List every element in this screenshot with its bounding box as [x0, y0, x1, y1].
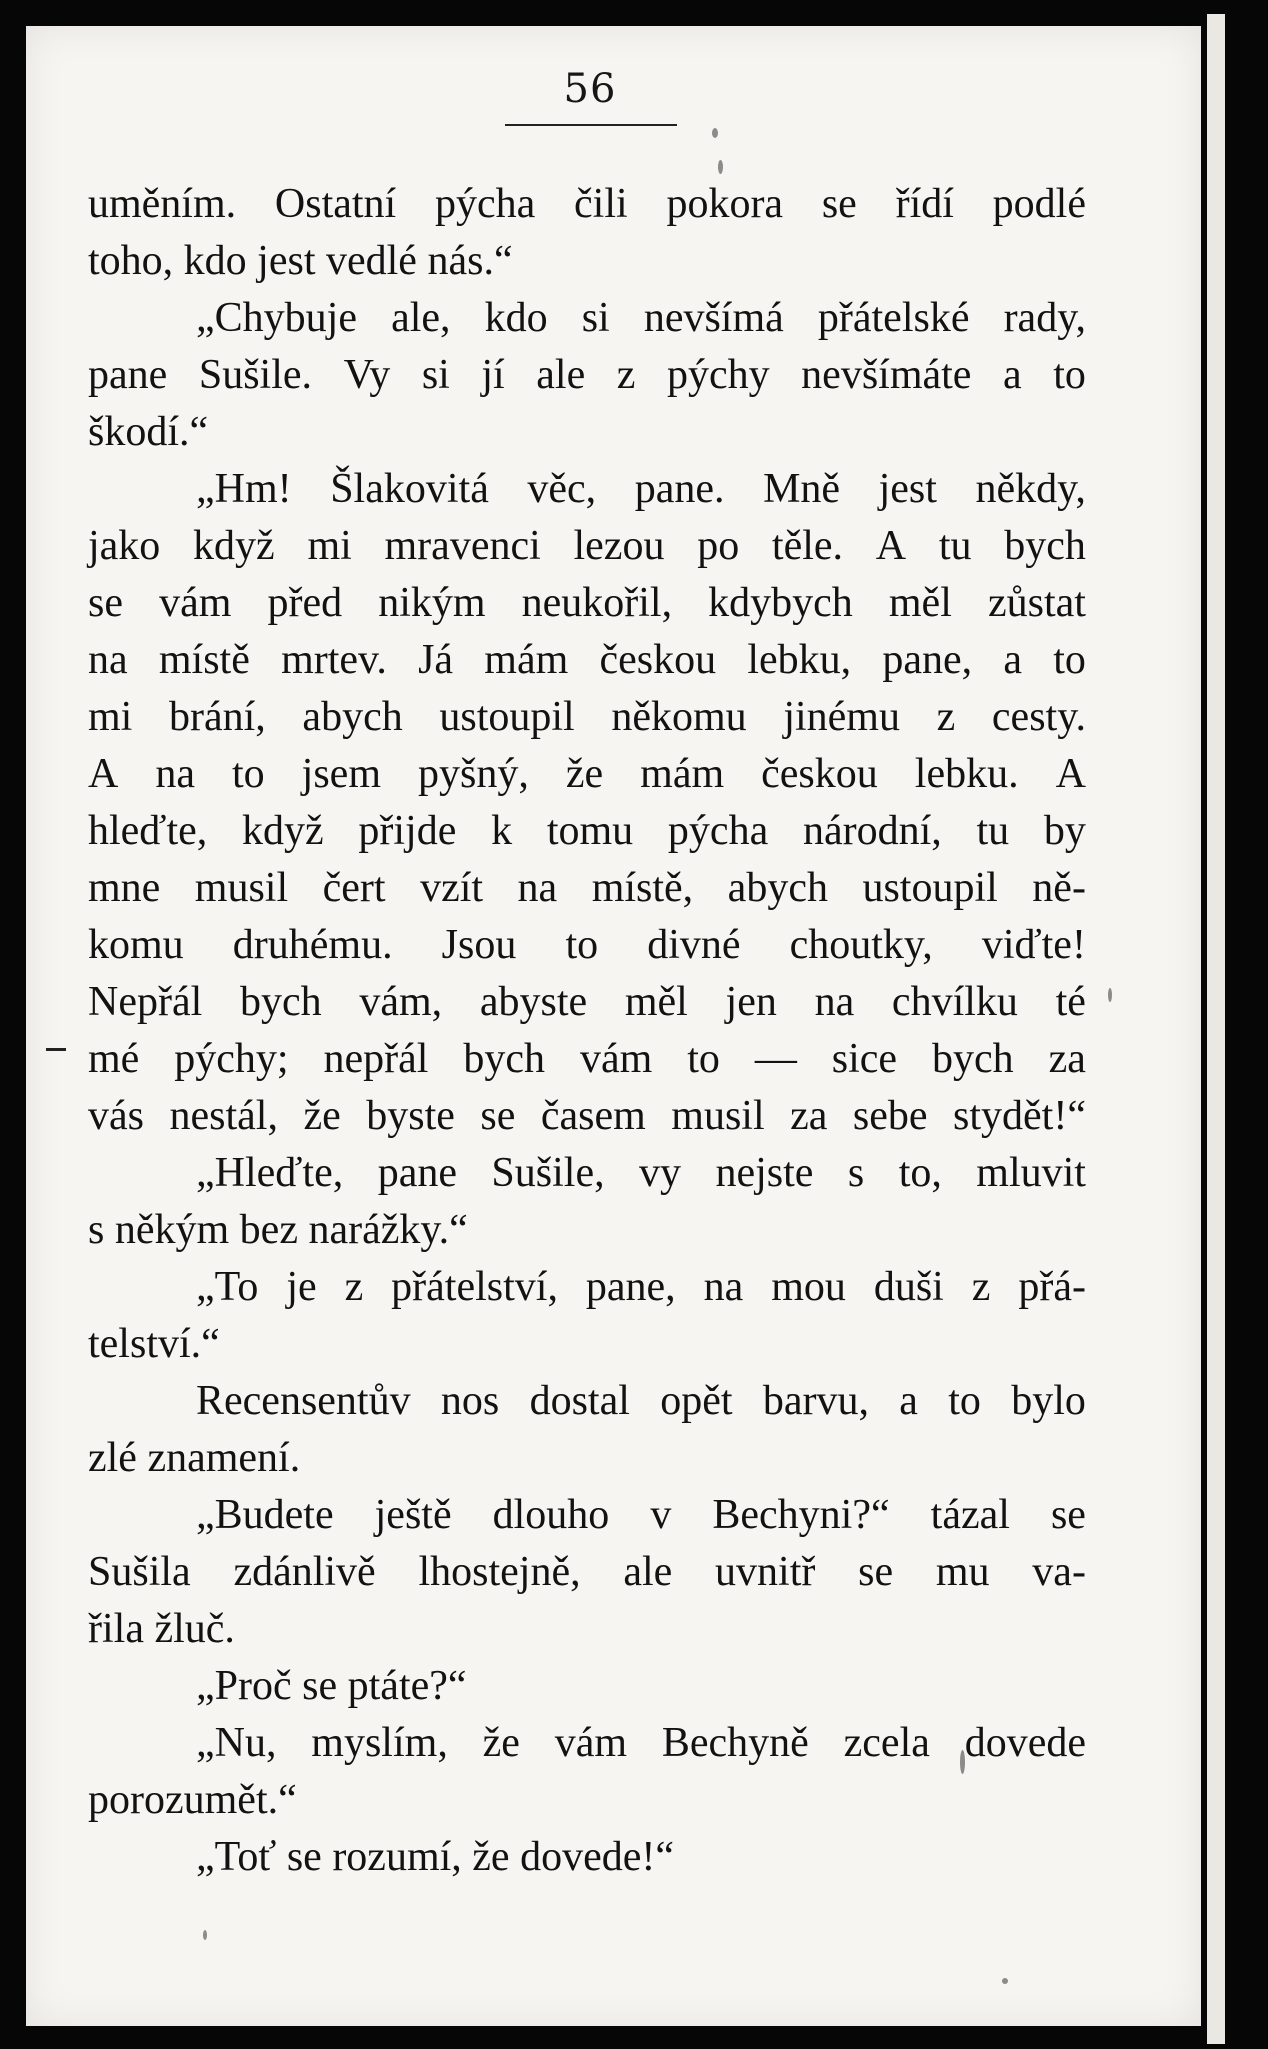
word: dostal [529, 1378, 630, 1424]
scan-speck [1108, 988, 1112, 1002]
word: Bechyni?“ [712, 1492, 890, 1538]
word: viďte! [981, 922, 1086, 968]
text-line [88, 1145, 1086, 1202]
word: „Budete [196, 1492, 334, 1538]
word: vy [639, 1150, 682, 1196]
word: a [1003, 637, 1023, 683]
word: pane. [634, 466, 725, 512]
word: z [344, 1264, 364, 1310]
word: se [1050, 1492, 1086, 1538]
word: českou [761, 751, 878, 797]
word: se [302, 1663, 338, 1709]
word: kdo [484, 295, 548, 341]
word: tu [938, 523, 972, 569]
word: tu [976, 808, 1010, 854]
text-line [88, 1430, 1086, 1487]
word: před [267, 580, 343, 626]
word: „To [196, 1264, 259, 1310]
word: že [472, 1834, 510, 1880]
word: to, [898, 1150, 942, 1196]
text-line [88, 974, 1086, 1031]
word: z [936, 694, 956, 740]
text-line [88, 1601, 1086, 1658]
word: je [286, 1264, 317, 1310]
text-line [88, 860, 1086, 917]
text-line [88, 1658, 1086, 1715]
word: zlé [88, 1435, 137, 1481]
word: „Proč [196, 1663, 292, 1709]
word: bych [463, 1036, 546, 1082]
word: uvnitř [715, 1549, 816, 1595]
word: lhostejně, [418, 1549, 581, 1595]
word: přijde [358, 808, 457, 854]
word: duši [873, 1264, 944, 1310]
word: mi [88, 694, 133, 740]
word: „Chybuje [196, 295, 357, 341]
word: to [687, 1036, 720, 1082]
word: zdánlivě [233, 1549, 376, 1595]
word: Mně [763, 466, 841, 512]
word: ale [623, 1549, 673, 1595]
word: ptáte?“ [347, 1663, 467, 1709]
word: druhému. [232, 922, 393, 968]
word: mou [771, 1264, 846, 1310]
word: čili [574, 181, 628, 227]
word: mluvit [976, 1150, 1086, 1196]
word: rady, [1003, 295, 1086, 341]
word: ještě [374, 1492, 452, 1538]
word: někým [114, 1207, 230, 1253]
word: na [155, 751, 195, 797]
word: Sušile. [198, 352, 313, 398]
word: mrtev. [281, 637, 387, 683]
word: že [303, 1093, 341, 1139]
word: divné [647, 922, 741, 968]
word: mám [484, 637, 569, 683]
word: pane [377, 1150, 457, 1196]
text-line [88, 1088, 1086, 1145]
word: řila [88, 1606, 144, 1652]
word: Nepřál [88, 979, 203, 1025]
word: va- [1032, 1549, 1086, 1595]
word: k [491, 808, 513, 854]
word: Jsou [441, 922, 517, 968]
adjacent-page-edge [1207, 14, 1225, 2044]
word: Recensentův [196, 1378, 411, 1424]
text-line [88, 575, 1086, 632]
word: čert [322, 865, 386, 911]
word: abych [302, 694, 403, 740]
word: nos [440, 1378, 500, 1424]
word: za [790, 1093, 828, 1139]
text-line [88, 632, 1086, 689]
word: vám, [359, 979, 443, 1025]
word: těle. [771, 523, 844, 569]
word: Sušile, [491, 1150, 605, 1196]
word: někdy, [975, 466, 1086, 512]
word: kdybych [708, 580, 853, 626]
scan-speck [718, 160, 723, 174]
word: z [971, 1264, 991, 1310]
word: se [88, 580, 123, 626]
text-line [88, 233, 1086, 290]
word: ustoupil [439, 694, 575, 740]
word: vám [159, 580, 232, 626]
word: vám [554, 1720, 628, 1766]
word: nevšímáte [801, 352, 972, 398]
text-line [88, 1373, 1086, 1430]
word: nestál, [169, 1093, 278, 1139]
word: mé [88, 1036, 140, 1082]
word: A [1055, 751, 1086, 797]
word: s [88, 1207, 105, 1253]
word: kdo [183, 238, 247, 284]
word: Bechyně [661, 1720, 809, 1766]
text-line [88, 746, 1086, 803]
word: musil [194, 865, 289, 911]
word: zůstat [987, 580, 1086, 626]
word: jest [878, 466, 937, 512]
word: brání, [168, 694, 266, 740]
word: si [581, 295, 610, 341]
word: na [703, 1264, 744, 1310]
word: „Nu, [196, 1720, 277, 1766]
word: že [482, 1720, 520, 1766]
word: z [616, 352, 636, 398]
text-line [88, 461, 1086, 518]
word: se [480, 1093, 516, 1139]
scan-speck [960, 1750, 965, 1774]
word: v [650, 1492, 672, 1538]
word: vám [579, 1036, 653, 1082]
word: se [286, 1834, 322, 1880]
word: dlouho [492, 1492, 610, 1538]
word: to [1053, 352, 1086, 398]
word: ale [536, 352, 586, 398]
word: a [1003, 352, 1022, 398]
word: místě [158, 637, 250, 683]
word: pane, [882, 637, 973, 683]
word: se [858, 1549, 894, 1595]
word: by [1043, 808, 1086, 854]
word: cesty. [991, 694, 1086, 740]
word: lebku. [914, 751, 1019, 797]
word: telství.“ [88, 1321, 220, 1367]
word: — [754, 1036, 797, 1082]
word: neukořil, [521, 580, 673, 626]
word: pane [88, 352, 168, 398]
word: komu [88, 922, 184, 968]
word: že [565, 751, 604, 797]
word: bych [1004, 523, 1086, 569]
word: přátelské [817, 295, 970, 341]
word: jest [257, 238, 316, 284]
word: za [1048, 1036, 1086, 1082]
word: zcela [843, 1720, 930, 1766]
word: to [565, 922, 599, 968]
word: přátelství, [391, 1264, 558, 1310]
word: dovede [964, 1720, 1086, 1766]
word: národní, [802, 808, 942, 854]
word: pýchy [666, 352, 770, 398]
word: „Toť [196, 1834, 277, 1880]
word: mne [88, 865, 161, 911]
word: tomu [546, 808, 634, 854]
word: jí [481, 352, 505, 398]
page-number: 56 [563, 66, 617, 112]
word: jen [725, 979, 777, 1025]
word: ustoupil [862, 865, 998, 911]
word: toho, [88, 238, 174, 284]
word: Sušila [88, 1549, 191, 1595]
word: pane, [585, 1264, 676, 1310]
text-line [88, 1544, 1086, 1601]
word: to [232, 751, 265, 797]
text-line [88, 1031, 1086, 1088]
word: na [88, 637, 128, 683]
text-line [88, 1487, 1086, 1544]
word: stydět!“ [953, 1093, 1086, 1139]
word: porozumět.“ [88, 1777, 297, 1823]
word: choutky, [789, 922, 933, 968]
body-text [88, 176, 1086, 1886]
word: řídí [895, 181, 954, 227]
word: Vy [343, 352, 391, 398]
word: abych [727, 865, 828, 911]
word: nepřál [323, 1036, 429, 1082]
word: rozumí, [332, 1834, 462, 1880]
scan-speck [712, 128, 718, 138]
word: měl [624, 979, 688, 1025]
word: znamení. [147, 1435, 301, 1481]
word: byste [366, 1093, 455, 1139]
word: musil [671, 1093, 765, 1139]
word: tázal [930, 1492, 1010, 1538]
word: to [948, 1378, 981, 1424]
word: jinému [783, 694, 900, 740]
word: na [814, 979, 855, 1025]
word: vás [88, 1093, 144, 1139]
text-line [88, 518, 1086, 575]
word: českou [599, 637, 717, 683]
word: mu [935, 1549, 990, 1595]
word: narážky.“ [308, 1207, 468, 1253]
word: dovede!“ [520, 1834, 674, 1880]
text-line [88, 917, 1086, 974]
word: škodí.“ [88, 409, 209, 455]
word: se [821, 181, 857, 227]
word: si [421, 352, 450, 398]
text-line [88, 1772, 1086, 1829]
word: a [899, 1378, 918, 1424]
word: „Hm! [196, 466, 292, 512]
word: jsem [301, 751, 381, 797]
word: měl [888, 580, 952, 626]
text-line [88, 689, 1086, 746]
text-line [88, 347, 1086, 404]
word: sebe [852, 1093, 928, 1139]
word: Šlakovitá [330, 466, 489, 512]
word: věc, [527, 466, 597, 512]
text-line [88, 1829, 1086, 1886]
word: A [875, 523, 907, 569]
word: na [517, 865, 558, 911]
text-line [88, 404, 1086, 461]
scan-speck [203, 1930, 207, 1940]
text-line [88, 803, 1086, 860]
word: A [88, 751, 119, 797]
word: Já [418, 637, 454, 683]
word: abyste [479, 979, 588, 1025]
word: bych [239, 979, 322, 1025]
text-line [88, 1715, 1086, 1772]
word: vzít [420, 865, 484, 911]
word: časem [540, 1093, 646, 1139]
word: nikým [378, 580, 486, 626]
word: bylo [1011, 1378, 1086, 1424]
text-line [88, 1316, 1086, 1373]
word: vedlé [326, 238, 417, 284]
word: ale, [391, 295, 451, 341]
word: lezou [573, 523, 665, 569]
word: Ostatní [274, 181, 397, 227]
text-line [88, 290, 1086, 347]
word: přá- [1018, 1264, 1086, 1310]
word: když [242, 808, 324, 854]
word: pýcha [667, 808, 769, 854]
word: nás.“ [427, 238, 513, 284]
word: barvu, [762, 1378, 869, 1424]
text-line [88, 1259, 1086, 1316]
text-line [88, 1202, 1086, 1259]
word: žluč. [154, 1606, 235, 1652]
word: mravenci [384, 523, 541, 569]
page-number-rule [505, 124, 677, 126]
word: to [1053, 637, 1086, 683]
word: sice [831, 1036, 898, 1082]
word: chvílku [891, 979, 1018, 1025]
margin-mark [46, 1048, 66, 1051]
word: ně- [1032, 865, 1086, 911]
word: pokora [666, 181, 784, 227]
word: bez [239, 1207, 298, 1253]
word: někomu [611, 694, 747, 740]
word: nevšímá [643, 295, 784, 341]
word: s [847, 1150, 865, 1196]
word: jako [88, 523, 161, 569]
word: bych [932, 1036, 1014, 1082]
word: „Hleďte, [196, 1150, 344, 1196]
word: mám [640, 751, 725, 797]
word: uměním. [88, 181, 237, 227]
word: myslím, [311, 1720, 448, 1766]
word: té [1055, 979, 1086, 1025]
word: podlé [992, 181, 1086, 227]
word: po [697, 523, 740, 569]
text-line [88, 176, 1086, 233]
word: lebku, [747, 637, 852, 683]
word: pýcha [434, 181, 536, 227]
word: mi [307, 523, 352, 569]
word: pyšný, [418, 751, 529, 797]
word: hleďte, [88, 808, 208, 854]
word: pýchy; [174, 1036, 289, 1082]
scan-speck [1002, 1978, 1008, 1984]
word: místě, [591, 865, 694, 911]
word: když [193, 523, 275, 569]
word: nejste [715, 1150, 814, 1196]
word: opět [660, 1378, 733, 1424]
